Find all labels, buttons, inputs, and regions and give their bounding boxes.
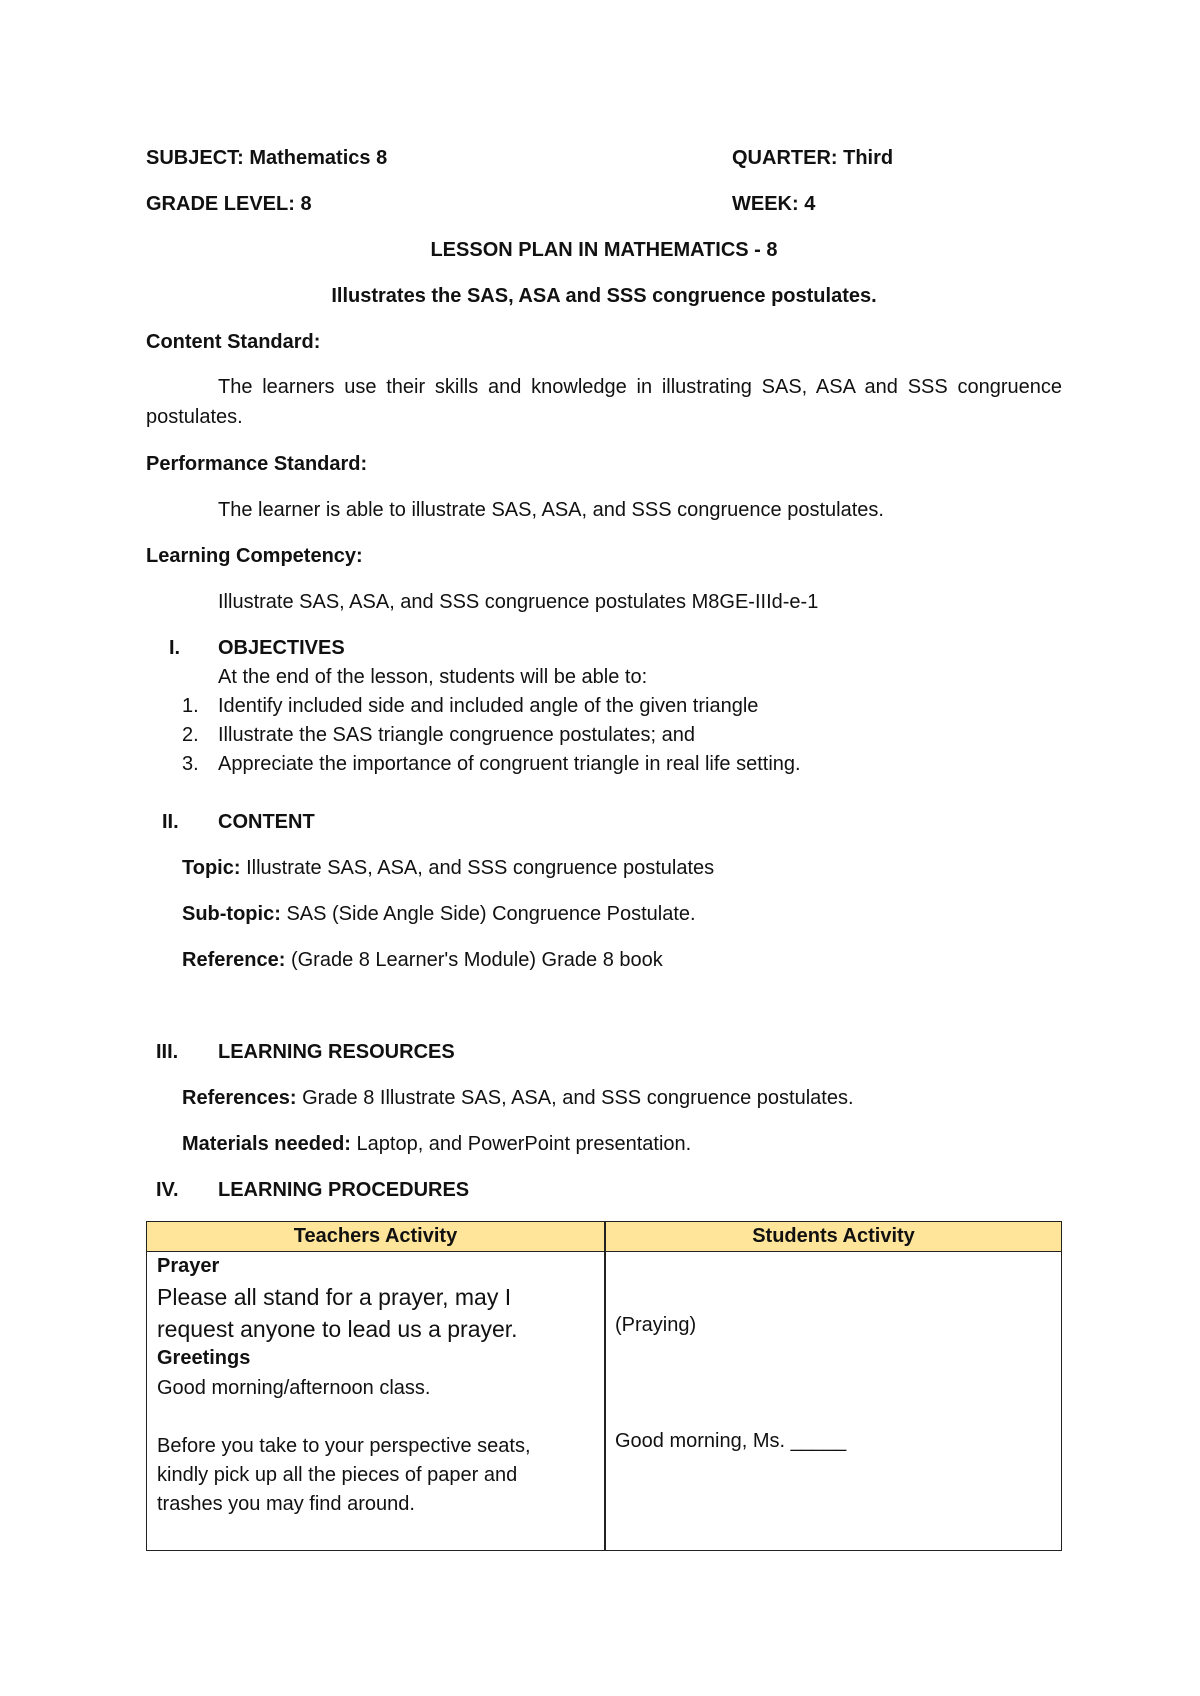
reference-label: Reference: [182,949,286,971]
topic-label: Topic: [182,857,241,879]
seats-line-1: Before you take to your perspective seats, [157,1435,531,1457]
subtopic-line [182,903,696,926]
subject-label [146,147,387,170]
page-subtitle: Illustrates the SAS, ASA and SSS congruence postulates. [331,285,877,307]
materials-label: Materials needed: [182,1133,351,1155]
seats-line-3: trashes you may find around. [157,1493,415,1515]
week-value: 4 [804,193,816,215]
quarter-label-text: QUARTER: [732,147,838,169]
references-line [182,1087,854,1110]
column-divider [604,1222,606,1550]
subject-label-text: SUBJECT: [146,147,244,169]
references-value: Grade 8 Illustrate SAS, ASA, and SSS congruence postulates. [302,1087,854,1109]
content-standard-body: The learners use their skills and knowledge in illustrating SAS, ASA and SSS congruence postulates. [146,376,1062,428]
col-student-header: Students Activity [752,1225,915,1247]
greetings-text: Good morning/afternoon class. [157,1377,431,1399]
subtopic-label: Sub-topic: [182,903,281,925]
performance-standard-text: The learner is able to illustrate SAS, ASA, and SSS congruence postulates. [218,499,884,521]
resources-heading: LEARNING RESOURCES [218,1041,455,1063]
procedures-table [146,1221,1062,1551]
content-heading: CONTENT [218,811,315,833]
objective-item-2: Illustrate the SAS triangle congruence postulates; and [218,724,695,746]
objectives-intro: At the end of the lesson, students will be able to: [218,666,648,688]
reference-line [182,949,663,972]
grade-label-text: GRADE LEVEL: [146,193,295,215]
learning-competency-label: Learning Competency: [146,545,363,567]
quarter-value: Third [843,147,894,169]
content-standard-label: Content Standard: [146,331,321,353]
col-teacher-header: Teachers Activity [293,1225,458,1247]
resources-numeral: III. [156,1041,179,1063]
materials-line [182,1133,691,1156]
grade-level [146,193,312,216]
prayer-line-1: Please all stand for a prayer, may I [157,1284,512,1310]
procedures-numeral: IV. [156,1179,179,1201]
reference-value: (Grade 8 Learner's Module) Grade 8 book [290,949,663,971]
references-label: References: [182,1087,297,1109]
objective-num-2: 2. [182,724,199,746]
objective-num-1: 1. [182,695,199,717]
topic-value: Illustrate SAS, ASA, and SSS congruence postulates [246,857,715,879]
grade-value: 8 [300,193,312,215]
materials-value: Laptop, and PowerPoint presentation. [356,1133,692,1155]
prayer-label: Prayer [157,1255,220,1277]
objectives-heading: OBJECTIVES [218,637,345,659]
week [732,193,815,216]
objective-num-3: 3. [182,753,199,775]
content-standard-text [146,372,1062,432]
subtopic-value: SAS (Side Angle Side) Congruence Postulate. [286,903,696,925]
learning-competency-text: Illustrate SAS, ASA, and SSS congruence postulates M8GE-IIId-e-1 [218,591,819,613]
week-label-text: WEEK: [732,193,799,215]
greetings-label: Greetings [157,1347,251,1369]
objective-item-3: Appreciate the importance of congruent triangle in real life setting. [218,753,801,775]
student-praying: (Praying) [615,1314,697,1336]
page-title: LESSON PLAN IN MATHEMATICS - 8 [430,239,778,261]
seats-line-2: kindly pick up all the pieces of paper and [157,1464,518,1486]
content-numeral: II. [162,811,179,833]
performance-standard-label: Performance Standard: [146,453,368,475]
topic-line [182,857,714,880]
objectives-numeral: I. [169,637,181,659]
subject-value: Mathematics 8 [249,147,388,169]
procedures-heading: LEARNING PROCEDURES [218,1179,470,1201]
quarter-label [732,147,893,170]
student-greeting: Good morning, Ms. _____ [615,1430,847,1452]
objective-item-1: Identify included side and included angle of the given triangle [218,695,759,717]
prayer-line-2: request anyone to lead us a prayer. [157,1316,518,1342]
